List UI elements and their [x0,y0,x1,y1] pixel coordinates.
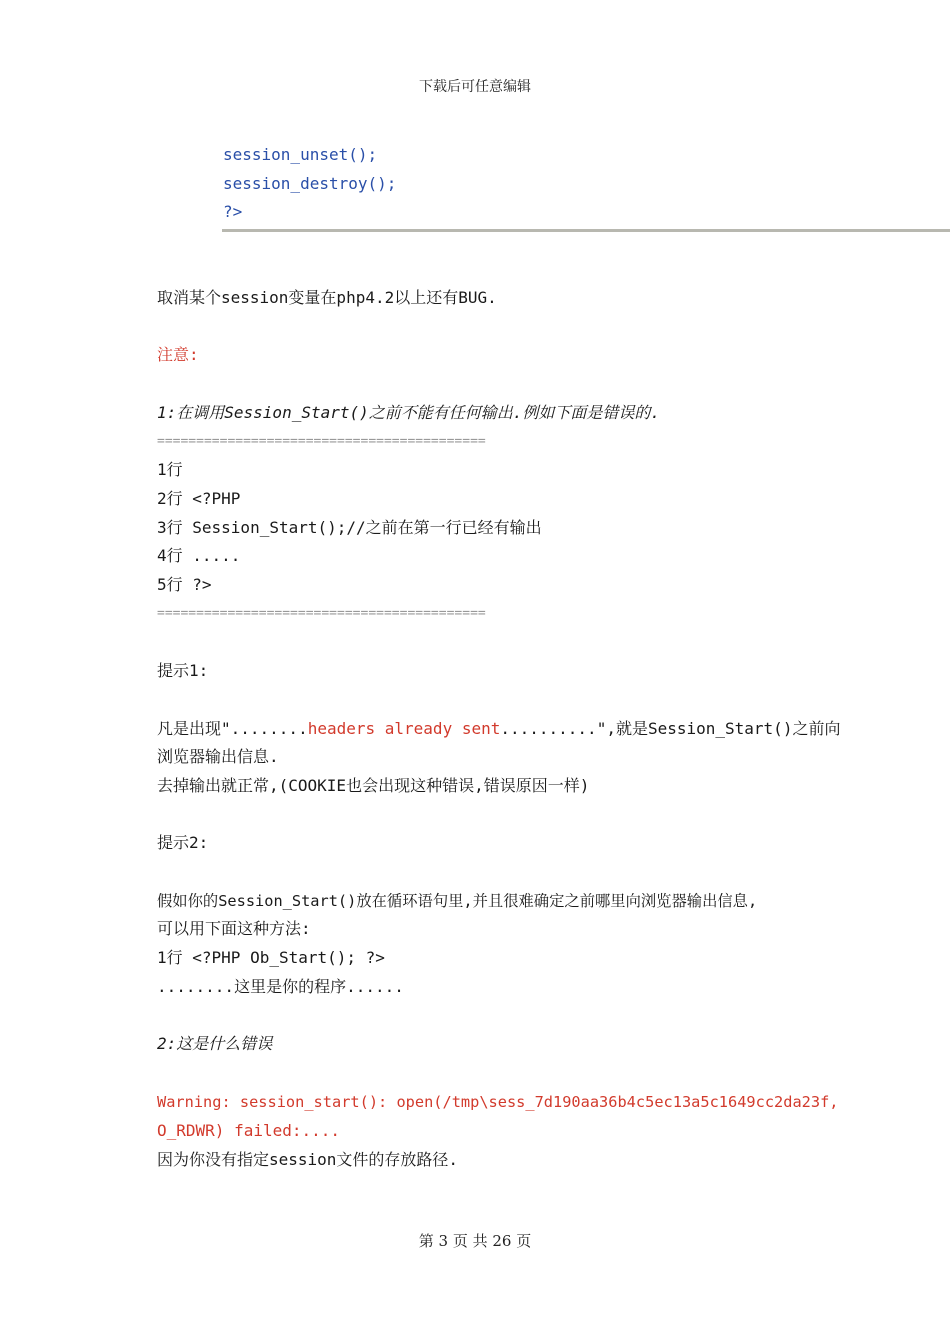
item2-title: 2:这是什么错误 [157,1034,273,1053]
tip1-line1-suffix: ..........",就是Session_Start()之前向 [500,719,841,738]
code-block-underline [222,229,950,232]
example-line-1: 1行 [157,460,183,479]
code-line-3: ?> [223,202,243,221]
tip1-line1-prefix: 凡是出现"........ [157,719,308,738]
example-line-5: 5行 ?> [157,575,212,594]
tip1-line1-red: headers already sent [307,719,501,738]
paragraph-bug-note: 取消某个session变量在php4.2以上还有BUG. [157,288,497,307]
separator-top: ========================================== [157,434,486,449]
item1-title: 1:在调用Session_Start()之前不能有任何输出.例如下面是错误的. [157,403,661,422]
example-line-4: 4行 ..... [157,546,241,565]
tip2-line1: 假如你的Session_Start()放在循环语句里,并且很难确定之前哪里向浏览器输出信息, [157,892,758,910]
warning-line-2: O_RDWR) failed:.... [157,1121,341,1140]
tip2-line4: ........这里是你的程序...... [157,977,404,996]
code-line-1: session_unset(); [223,145,378,164]
warning-line-1: Warning: session_start(): open(/tmp\sess_7d190aa36b4c5ec13a5c1649cc2da23f, [157,1093,839,1111]
tip2-line2: 可以用下面这种方法: [157,919,311,938]
tip1-line1 [157,719,840,739]
page-header-note: 下载后可任意编辑 [419,79,531,95]
example-line-3: 3行 Session_Start();//之前在第一行已经有输出 [157,518,542,537]
notice-label: 注意: [157,345,199,364]
page-footer: 第 3 页 共 26 页 [418,1232,532,1250]
example-line-2: 2行 <?PHP [157,489,241,508]
tip1-line2: 浏览器输出信息. [157,747,279,766]
warning-reason: 因为你没有指定session文件的存放路径. [157,1150,459,1169]
tip1-label: 提示1: [157,661,209,680]
separator-bottom: ========================================== [157,606,486,621]
tip2-label: 提示2: [157,833,209,852]
tip1-line3: 去掉输出就正常,(COOKIE也会出现这种错误,错误原因一样) [157,776,590,795]
code-line-2: session_destroy(); [223,174,397,193]
tip2-line3: 1行 <?PHP Ob_Start(); ?> [157,948,385,967]
